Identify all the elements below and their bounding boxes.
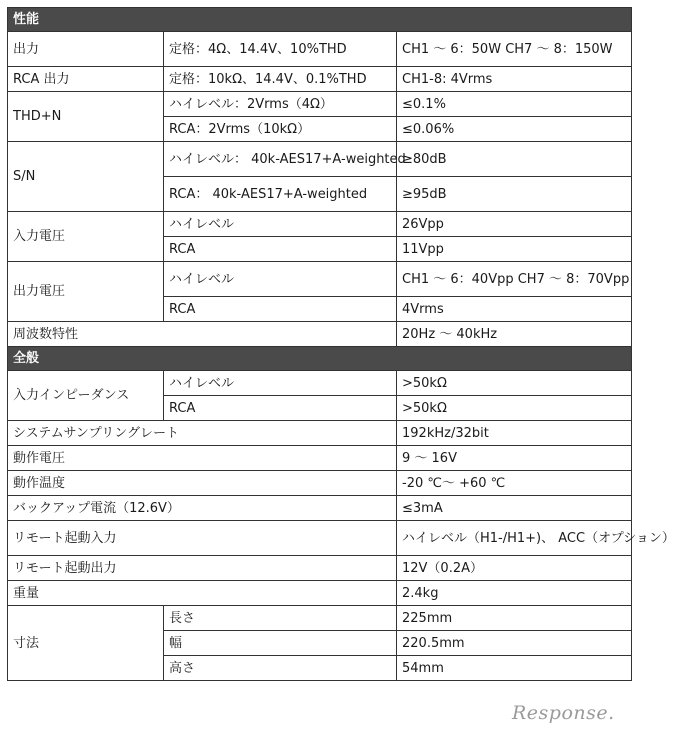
spec-value: 12V（0.2A） [397,556,632,581]
spec-value: ハイレベル（H1-/H1+)、 ACC（オプション） [397,521,632,556]
table-row [8,262,632,297]
spec-condition: ハイレベル： 40k-AES17+A-weighted [164,142,397,177]
spec-value: 4Vrms [397,297,632,322]
spec-label: リモート起動出力 [8,556,397,581]
spec-condition: 定格：4Ω、14.4V、10%THD [164,32,397,67]
table-row [8,421,632,446]
spec-value: 54mm [397,656,632,681]
spec-label: 重量 [8,581,397,606]
spec-value: >50kΩ [397,371,632,396]
spec-condition: 高さ [164,656,397,681]
spec-label: バックアップ電流（12.6V） [8,496,397,521]
spec-value: CH1 〜 6：40Vpp CH7 〜 8：70Vpp [397,262,632,297]
table-row [8,556,632,581]
spec-label: リモート起動入力 [8,521,397,556]
spec-value: CH1-8: 4Vrms [397,67,632,92]
spec-condition: 長さ [164,606,397,631]
spec-condition: ハイレベル：2Vrms（4Ω） [164,92,397,117]
spec-condition: ハイレベル [164,212,397,237]
response-watermark-logo [512,702,632,728]
spec-value: >50kΩ [397,396,632,421]
spec-label: 寸法 [8,606,164,681]
spec-condition: RCA [164,297,397,322]
spec-value: 192kHz/32bit [397,421,632,446]
spec-condition: ハイレベル [164,371,397,396]
spec-value: 2.4kg [397,581,632,606]
table-row [8,606,632,631]
table-row [8,371,632,396]
spec-label: 動作温度 [8,471,397,496]
table-row [8,521,632,556]
spec-value: ≤0.1% [397,92,632,117]
section-header-general [8,347,632,371]
spec-value: ≥95dB [397,177,632,212]
spec-value: 220.5mm [397,631,632,656]
table-row [8,446,632,471]
spec-value: ≤3mA [397,496,632,521]
spec-condition: RCA [164,237,397,262]
spec-condition: 定格：10kΩ、14.4V、0.1%THD [164,67,397,92]
table-row [8,212,632,237]
spec-label: THD+N [8,92,164,142]
table-row [8,581,632,606]
spec-label: 入力電圧 [8,212,164,262]
spec-value: ≤0.06% [397,117,632,142]
spec-value: 20Hz 〜 40kHz [397,322,632,347]
spec-label: 入力インピーダンス [8,371,164,421]
spec-label: 動作電圧 [8,446,397,471]
spec-value: 26Vpp [397,212,632,237]
spec-table [7,7,675,681]
spec-condition: 幅 [164,631,397,656]
spec-condition: ハイレベル [164,262,397,297]
table-row [8,32,632,67]
section-title: 全般 [8,347,632,371]
table-row [8,92,632,117]
spec-value: 11Vpp [397,237,632,262]
spec-label: 出力 [8,32,164,67]
spec-value: 225mm [397,606,632,631]
section-title: 性能 [8,8,632,32]
spec-condition: RCA [164,396,397,421]
table-row [8,471,632,496]
section-header-performance [8,8,632,32]
spec-label: S/N [8,142,164,212]
spec-label: システムサンプリングレート [8,421,397,446]
watermark-text: Response. [512,702,615,724]
spec-label: RCA 出力 [8,67,164,92]
spec-value: ≥80dB [397,142,632,177]
spec-condition: RCA：2Vrms（10kΩ） [164,117,397,142]
table-row [8,142,632,177]
spec-label: 出力電圧 [8,262,164,322]
spec-label: 周波数特性 [8,322,397,347]
table-row [8,322,632,347]
spec-condition: RCA： 40k-AES17+A-weighted [164,177,397,212]
table-row [8,496,632,521]
spec-value: CH1 〜 6：50W CH7 〜 8：150W [397,32,632,67]
spec-value: 9 〜 16V [397,446,632,471]
table-row [8,67,632,92]
spec-value: -20 ℃〜 +60 ℃ [397,471,632,496]
